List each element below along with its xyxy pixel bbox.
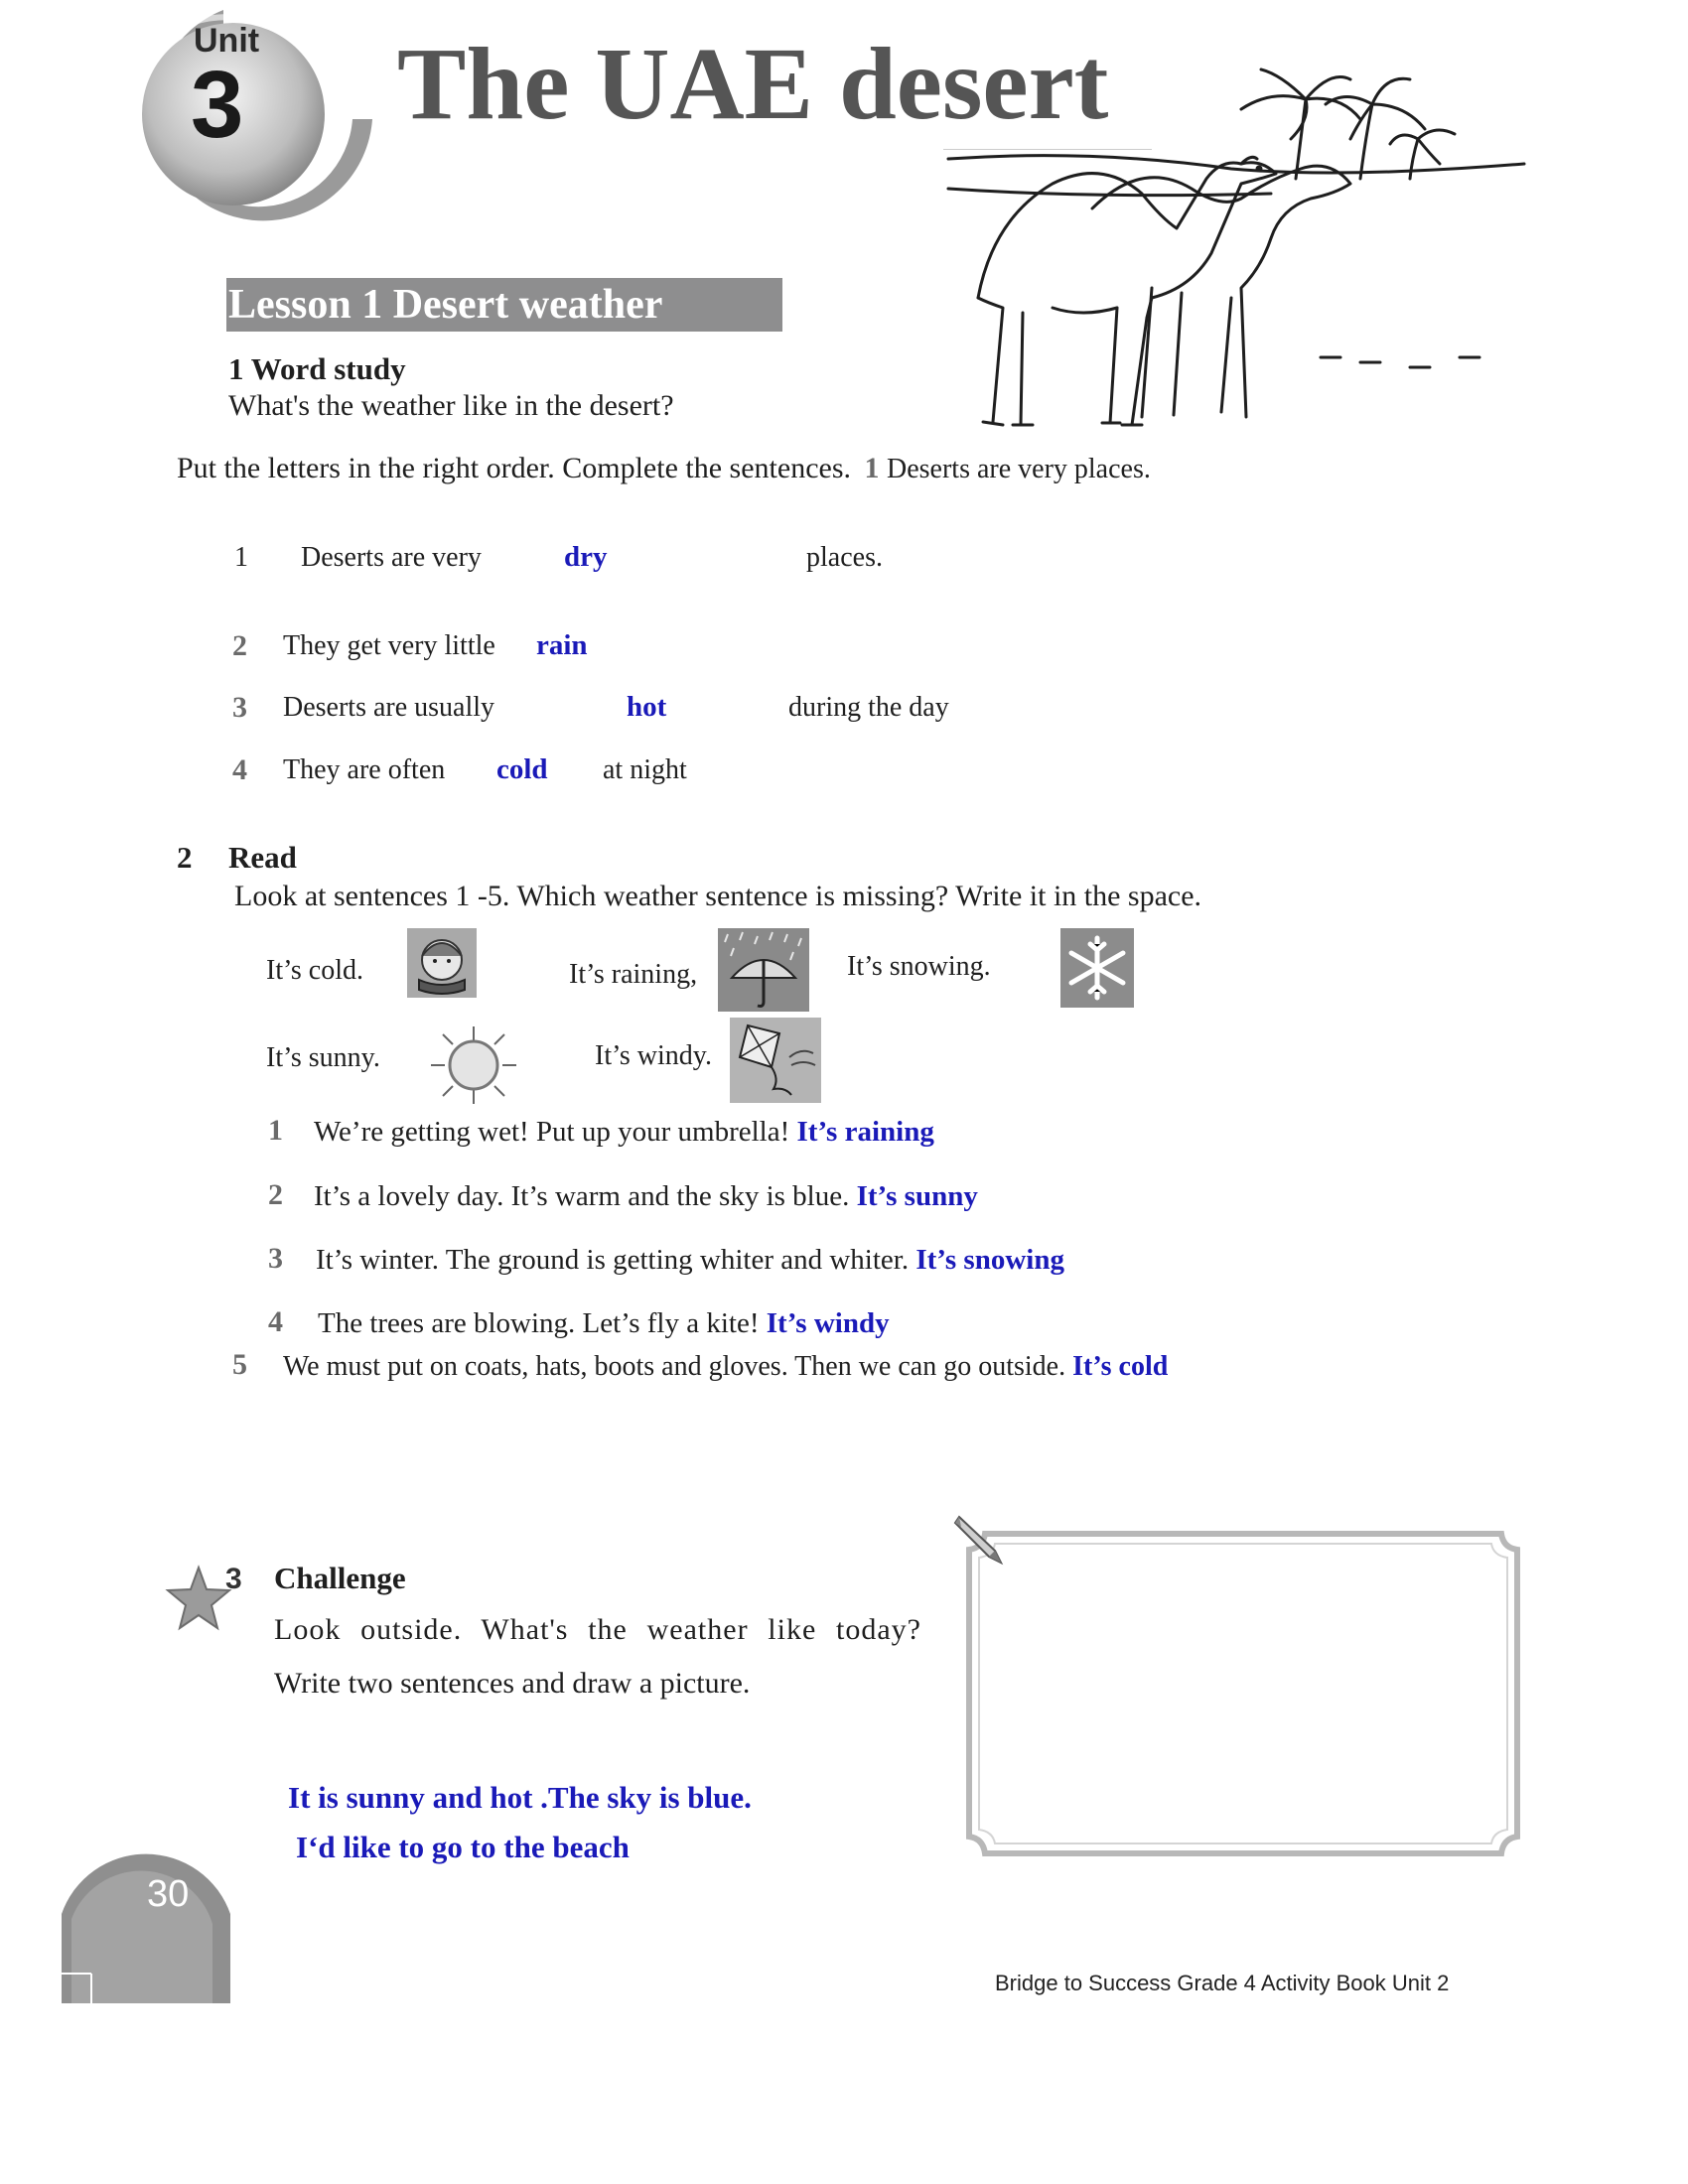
- footer-book-title: Bridge to Success Grade 4 Activity Book Unit 2: [995, 1971, 1450, 1995]
- read-item-5: [283, 1351, 1168, 1383]
- read-item-3-text: It’s winter. The ground is getting whiter and whiter.: [316, 1244, 910, 1276]
- unit-label: Unit: [194, 22, 260, 60]
- read-item-3-number: 3: [268, 1242, 283, 1275]
- lesson-title: Lesson 1 Desert weather: [228, 282, 663, 328]
- label-raining: It’s raining,: [569, 959, 698, 990]
- challenge-star-icon: [164, 1564, 233, 1633]
- word-item-4-answer: cold: [496, 753, 548, 785]
- instruction-example: Deserts are very places.: [887, 454, 1151, 484]
- section1-subheading: What's the weather like in the desert?: [228, 389, 674, 422]
- pencil-icon: [951, 1511, 1011, 1570]
- challenge-answer-line1: It is sunny and hot .The sky is blue.: [288, 1780, 752, 1815]
- page-number: 30: [147, 1873, 190, 1915]
- umbrella-rain-icon: [718, 928, 809, 1012]
- section3-instruction-line1: Look outside. What's the weather like today?: [274, 1613, 921, 1646]
- read-item-4: [318, 1307, 890, 1340]
- drawing-frame[interactable]: [955, 1514, 1531, 1876]
- read-item-2-text: It’s a lovely day. It’s warm and the sky is blue.: [314, 1180, 850, 1212]
- read-item-4-answer: It’s windy: [766, 1307, 890, 1339]
- section2-instruction: Look at sentences 1 -5. Which weather sentence is missing? Write it in the space.: [234, 880, 1202, 912]
- section3-instruction-line2: Write two sentences and draw a picture.: [274, 1667, 751, 1700]
- read-item-1-answer: It’s raining: [796, 1116, 934, 1148]
- label-windy: It’s windy.: [595, 1040, 712, 1071]
- instruction-main: Put the letters in the right order. Complete the sentences.: [177, 452, 851, 484]
- word-item-3-after: during the day: [788, 692, 949, 723]
- word-item-3-text: Deserts are usually: [283, 692, 495, 723]
- read-item-2-number: 2: [268, 1178, 283, 1211]
- challenge-answer-line2: I‘d like to go to the beach: [296, 1830, 630, 1864]
- read-item-5-answer: It’s cold: [1072, 1351, 1169, 1382]
- read-item-2: [314, 1180, 978, 1213]
- cold-child-icon: [407, 928, 477, 998]
- section2-heading: Read: [228, 840, 297, 875]
- kite-icon: [730, 1018, 821, 1103]
- word-item-2-text: They get very little: [283, 630, 495, 661]
- unit-number: 3: [191, 52, 244, 158]
- read-item-3: [316, 1244, 1064, 1277]
- word-item-1-after: places.: [806, 542, 883, 573]
- label-sunny: It’s sunny.: [266, 1042, 380, 1073]
- word-item-1-number: 1: [234, 542, 248, 573]
- read-item-5-number: 5: [232, 1348, 247, 1381]
- word-item-4-text: They are often: [283, 754, 446, 785]
- label-cold: It’s cold.: [266, 955, 363, 986]
- read-item-4-text: The trees are blowing. Let’s fly a kite!: [318, 1307, 760, 1339]
- read-item-4-number: 4: [268, 1305, 283, 1338]
- section1-heading: 1 Word study: [228, 351, 406, 386]
- word-item-1-text: Deserts are very: [301, 542, 482, 573]
- camels-illustration: [943, 60, 1529, 437]
- read-item-1: [314, 1116, 934, 1149]
- word-item-3-answer: hot: [627, 691, 667, 723]
- section1-instruction: [177, 452, 1151, 485]
- section3-number: 3: [225, 1563, 242, 1595]
- word-item-2-answer: rain: [536, 629, 588, 661]
- word-item-3-number: 3: [232, 691, 247, 724]
- word-item-4-after: at night: [603, 754, 687, 785]
- page-title: The UAE desert: [397, 27, 1109, 141]
- read-item-2-answer: It’s sunny: [856, 1180, 978, 1212]
- label-snowing: It’s snowing.: [847, 951, 991, 982]
- sun-icon: [427, 1023, 520, 1108]
- instruction-example-number: 1: [864, 452, 880, 484]
- section2-number: 2: [177, 840, 193, 875]
- page-number-badge: [52, 1815, 240, 2003]
- snowflake-icon: [1060, 928, 1134, 1008]
- read-item-1-number: 1: [268, 1114, 283, 1147]
- word-item-2-number: 2: [232, 629, 247, 662]
- read-item-3-answer: It’s snowing: [915, 1244, 1064, 1276]
- section3-heading: Challenge: [274, 1561, 406, 1595]
- read-item-5-text: We must put on coats, hats, boots and gloves. Then we can go outside.: [283, 1351, 1066, 1382]
- read-item-1-text: We’re getting wet! Put up your umbrella!: [314, 1116, 790, 1148]
- word-item-4-number: 4: [232, 753, 247, 786]
- word-item-1-answer: dry: [564, 541, 608, 573]
